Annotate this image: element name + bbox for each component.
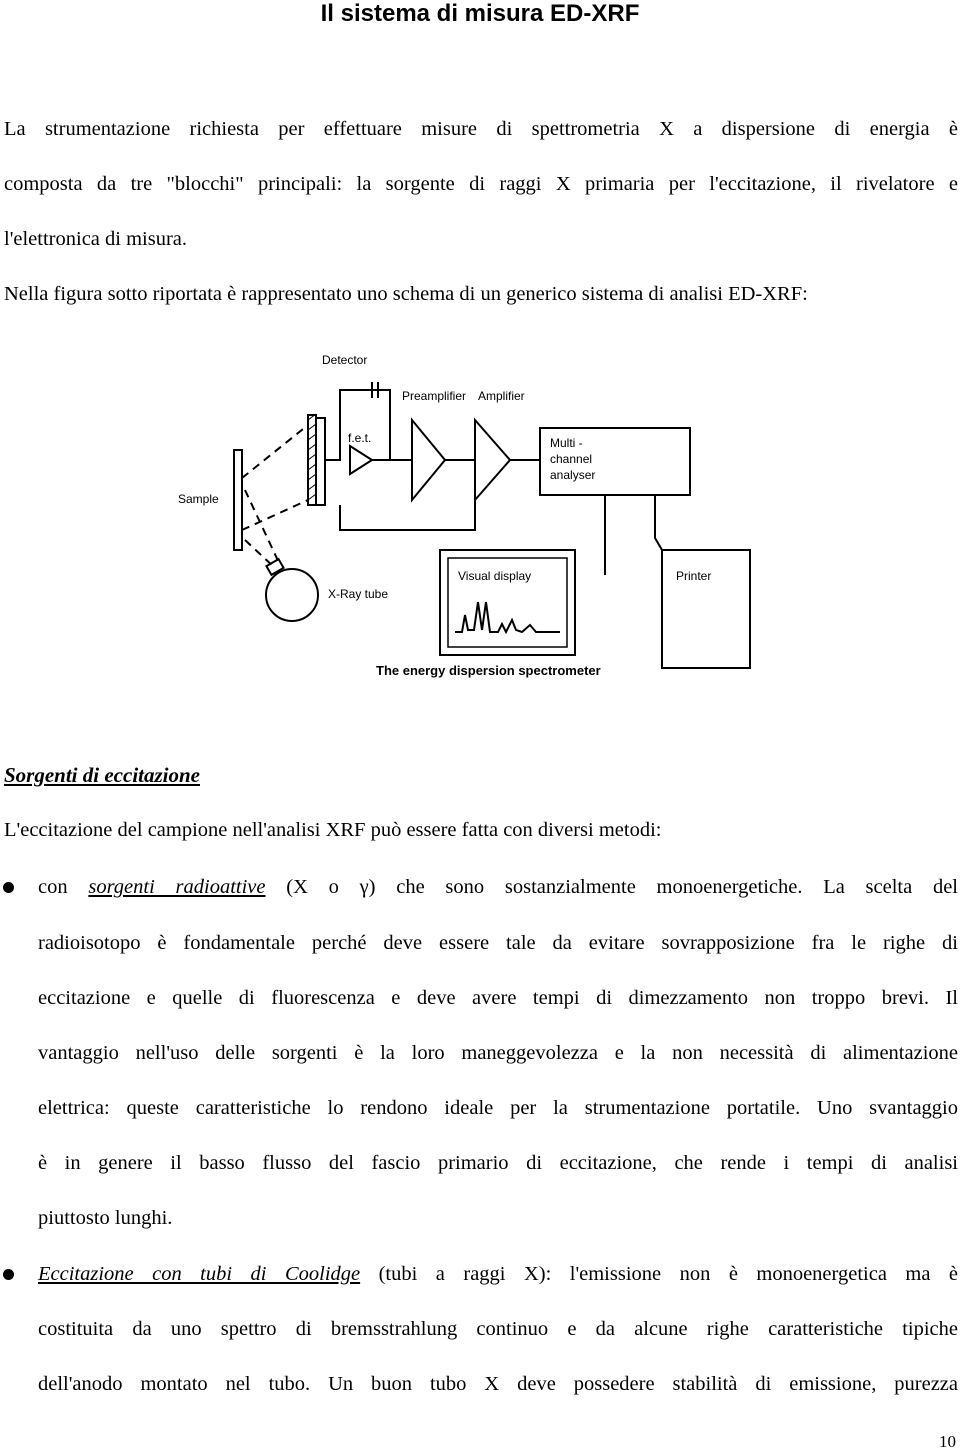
fet-triangle <box>350 446 372 474</box>
detector-hatching <box>308 414 316 500</box>
spectrum-trace <box>455 602 560 632</box>
printer-box <box>662 550 750 668</box>
detector-housing <box>316 418 325 505</box>
figure-caption: The energy dispersion spectrometer <box>376 663 601 678</box>
mca-label-1: Multi - <box>550 436 583 450</box>
printer-label: Printer <box>676 569 712 583</box>
sample-label: Sample <box>178 492 219 506</box>
intro-line-1: La strumentazione richiesta per effettuare misure di spettrometria X a dispersione di energia è <box>4 118 958 140</box>
mca-label-3: analyser <box>550 468 596 482</box>
page-number: 10 <box>939 1432 956 1451</box>
preamplifier-triangle <box>412 420 445 500</box>
bullet-2-link: Eccitazione con tubi di Coolidge <box>38 1263 361 1285</box>
printer-wire <box>655 495 662 550</box>
ed-xrf-schematic <box>150 340 810 710</box>
xray-tube-label: X-Ray tube <box>328 587 389 601</box>
bullet-2-rest: (tubi a raggi X): l'emissione non è monoenergetica ma è <box>378 1263 959 1285</box>
bullet-2-line-2: costituita da uno spettro di bremsstrahlung continuo e da alcune righe caratteristiche tipiche <box>38 1318 958 1340</box>
detector-label: Detector <box>322 353 368 367</box>
bias-wire <box>340 500 475 530</box>
bullet-1-line-4: vantaggio nell'uso delle sorgenti è la loro maneggevolezza e la non necessità di alimentazione <box>38 1042 958 1064</box>
beam-paths <box>242 425 308 568</box>
bullet-1-line-5: elettrica: queste caratteristiche lo rendono ideale per la strumentazione portatile. Uno svantaggio <box>38 1097 958 1119</box>
intro-line-3: l'elettronica di misura. <box>4 228 188 250</box>
bullet-2-first-line <box>38 1262 958 1286</box>
bullet-1-marker <box>3 882 14 893</box>
amplifier-label: Amplifier <box>478 389 525 403</box>
bullet-1-prefix: con <box>38 876 68 898</box>
amplifier-triangle <box>475 420 510 500</box>
page-title: Il sistema di misura ED-XRF <box>320 0 640 27</box>
section-intro: L'eccitazione del campione nell'analisi XRF può essere fatta con diversi metodi: <box>4 819 662 841</box>
detector-wire <box>325 390 390 460</box>
bullet-2-line-3: dell'anodo montato nel tubo. Un buon tubo X deve possedere stabilità di emissione, purezza <box>38 1373 958 1395</box>
bullet-2-marker <box>3 1269 14 1280</box>
bullet-1-first-line <box>38 875 958 899</box>
visual-display-box <box>440 550 575 655</box>
preamplifier-label: Preamplifier <box>402 389 467 403</box>
bullet-1-rest: (X o γ) che sono sostanzialmente monoenergetiche. La scelta del <box>286 876 959 898</box>
intro-line-2: composta da tre "blocchi" principali: la sorgente di raggi X primaria per l'eccitazione, il rivelatore e <box>4 173 958 195</box>
sample-plate <box>234 450 242 550</box>
bullet-1-line-3: eccitazione e quelle di fluorescenza e deve avere tempi di dimezzamento non troppo brevi. Il <box>38 987 958 1009</box>
bullet-1-line-6: è in genere il basso flusso del fascio primario di eccitazione, che rende i tempi di analisi <box>38 1152 958 1174</box>
section-heading: Sorgenti di eccitazione <box>4 763 200 787</box>
mca-label-2: channel <box>550 452 593 466</box>
intro-line-4: Nella figura sotto riportata è rappresentato uno schema di un generico sistema di analisi ED-XRF: <box>4 283 808 305</box>
visual-display-label: Visual display <box>458 569 532 583</box>
xray-tube-body <box>266 569 318 621</box>
fet-label: f.e.t. <box>348 431 372 445</box>
bullet-1-line-2: radioisotopo è fondamentale perché deve essere tale da evitare sovrapposizione fra le righe di <box>38 932 958 954</box>
bullet-1-line-7: piuttosto lunghi. <box>38 1207 173 1229</box>
bullet-1-link: sorgenti radioattive <box>88 876 266 898</box>
